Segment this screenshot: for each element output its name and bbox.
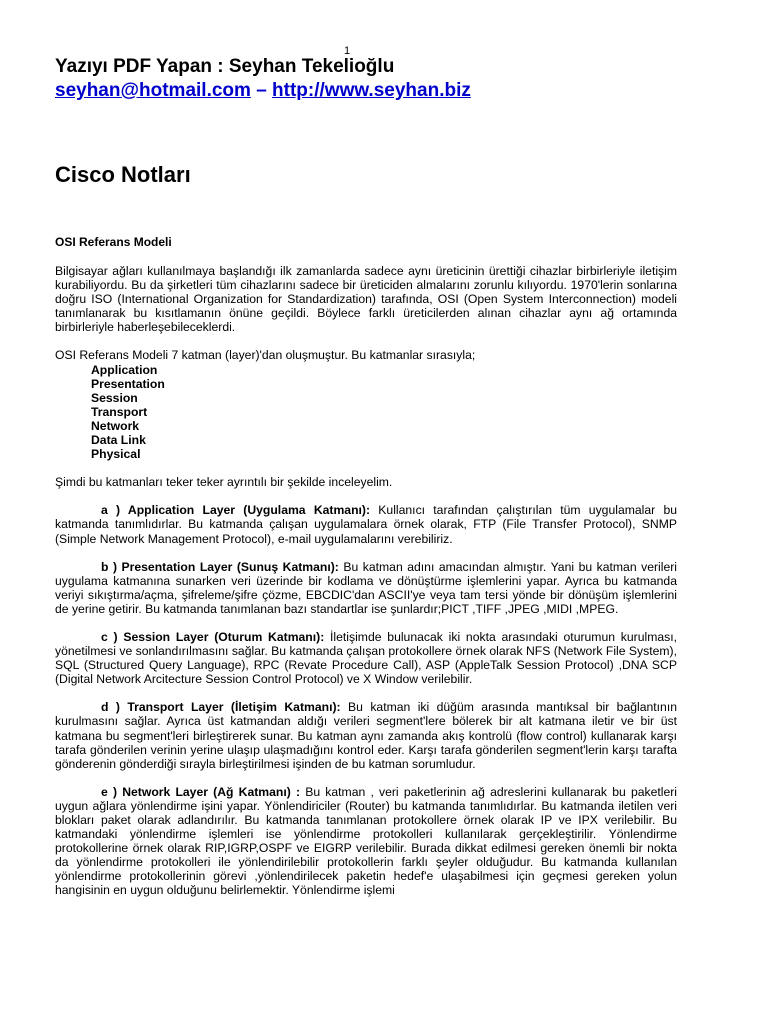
presentation-layer-paragraph: [55, 560, 677, 616]
contact-links: [55, 80, 471, 102]
layer-item: Application: [91, 362, 158, 377]
email-link[interactable]: seyhan@hotmail.com: [55, 80, 251, 101]
layer-item: Data Link: [91, 433, 146, 448]
section-heading: d ) Transport Layer (İletişim Katmanı):: [101, 700, 341, 715]
intro-paragraph: Bilgisayar ağları kullanılmaya başlandığı ilk zamanlarda sadece aynı üreticinin ürettiği cihazlar birbirleriyle iletişim kurabiliyordu. Bu da şirketleri tüm cihazlarını sadece bir üreticiden almalarını zorunlu kılıyordu. 1970'lerin sonlarına doğru ISO (International Organization for Standardization) tarafında, OSI (Open System Interconnection) modeli tanımlanarak bu kısıtlamanın önüne geçildi. Böylece farklı üreticilerden alınan cihazlar aynı ağ ortamında birbirleriyle haberleşebileceklerdi.: [55, 264, 677, 335]
website-link[interactable]: http://www.seyhan.biz: [272, 80, 471, 101]
layer-item: Presentation: [91, 376, 165, 391]
layers-intro: OSI Referans Modeli 7 katman (layer)'dan oluşmuştur. Bu katmanlar sırasıyla;: [55, 348, 476, 363]
section-text: Kullanıcı tarafından çalıştırılan tüm uygulamalar bu katmanda tanımlıdırlar. Bu katmanda çalışan uygulamalara örnek olarak, FTP (File Transfer Protocol), SNMP (Simple Network Management Protocol), e-mail uygulamalarını verebiliriz.: [55, 503, 678, 546]
section-text: Bu katman , veri paketlerinin ağ adreslerini kullanarak bu paketleri uygun ağlara yönlendirme işini yapar. Yönlendiriciler (Router) bu katmanda tanımlıdırlar. Bu katmanda iletilen veri blokları paket olarak adlandırılır. Bu katmanda tanımlanan protokollere örnek olarak IP ve IPX verilebilir. Bu katmandaki yönlendirme işlemleri ise yönlendirme protokolleri kullanılarak gerçekleştirilir. Yönlendirme protokollerine örnek olarak RIP,IGRP,OSPF ve EIGRP verilebilir. Burada dikkat edilmesi gereken önemli bir nokta da yönlendirme protokolleri ile yönlendirilebilir protokollerin farklı şeyler olduğudur. Bu katmanda kullanılan yönlendirme protokollerinin görevi ,yönlendirilecek paketin hedef'e ulaşabilmesi için geçmesi gereken yolun hangisinin en uygun olduğunu belirlemektir. Yönlendirme işlemi: [55, 784, 678, 898]
section-heading: c ) Session Layer (Oturum Katmanı):: [101, 629, 325, 644]
session-layer-paragraph: [55, 630, 677, 686]
section-text: İletişimde bulunacak iki nokta arasındaki oturumun kurulması, yönetilmesi ve sonlandırılmasını sağlar. Bu katmanda çalışan protokollere örnek olarak NFS (Network File System), SQL (Structured Query Language), RPC (Revate Procedure Call), ASP (AppleTalk Session Protocol) ,DNA SCP (Digital Network Arcitecture Session Control Protocol) ve X Window verilebilir.: [55, 629, 678, 687]
page-number: 1: [343, 45, 351, 57]
section-text: Bu katman iki düğüm arasında mantıksal bir bağlantının kurulmasını sağlar. Ayrıca üst katmandan aldığı verileri segment'lere bölerek bir alt katmana iletir ve bir üst katmana bu segment'leri birleştirerek sunar. Bu katman aynı zamanda akış kontrolü (flow control) kullanarak karşı tarafa gönderilen verinin yerine ulaşıp ulaşmadığını kontrol eder. Karşı tarafa gönderilen segment'lerin karşı tarafta gönderenin gönderdiği sırayla birleştirilmesi işinden de bu katman sorumludur.: [55, 700, 677, 771]
network-layer-paragraph: [55, 785, 677, 898]
document-body: [55, 264, 677, 898]
section-heading: b ) Presentation Layer (Sunuş Katmanı):: [101, 559, 339, 574]
application-layer-paragraph: [55, 503, 677, 545]
link-separator: –: [250, 80, 273, 101]
transition-paragraph: Şimdi bu katmanları teker teker ayrıntılı bir şekilde inceleyelim.: [55, 475, 393, 490]
transport-layer-paragraph: [55, 700, 677, 770]
layer-item: Physical: [91, 447, 141, 462]
section-heading: a ) Application Layer (Uygulama Katmanı):: [101, 503, 371, 518]
section-text: Bu katman adını amacından almıştır. Yani bu katman verileri uygulama katmanına sunarken veri üzerinde bir kodlama ve dönüştürme işlemlerini yapar. Ayrıca bu katmanda veriyi sıkıştırma/açma, şifreleme/şifre çözme, EBCDIC'dan ASCII'ye veya tam tersi yönde bir dönüşüm işlemlerini de yerine getirir. Bu katmanda tanımlanan bazı standartlar ise şunlardır;PICT ,TIFF ,JPEG ,MIDI ,MPEG.: [55, 559, 677, 616]
author-line: Yazıyı PDF Yapan : Seyhan Tekelioğlu: [55, 56, 395, 77]
section-heading: e ) Network Layer (Ağ Katmanı) :: [101, 784, 301, 799]
layer-item: Session: [91, 390, 138, 405]
layer-item: Transport: [91, 404, 148, 419]
layer-item: Network: [91, 418, 140, 433]
document-title: Cisco Notları: [55, 162, 191, 187]
section-title: OSI Referans Modeli: [55, 235, 172, 249]
layer-list: [55, 363, 677, 462]
